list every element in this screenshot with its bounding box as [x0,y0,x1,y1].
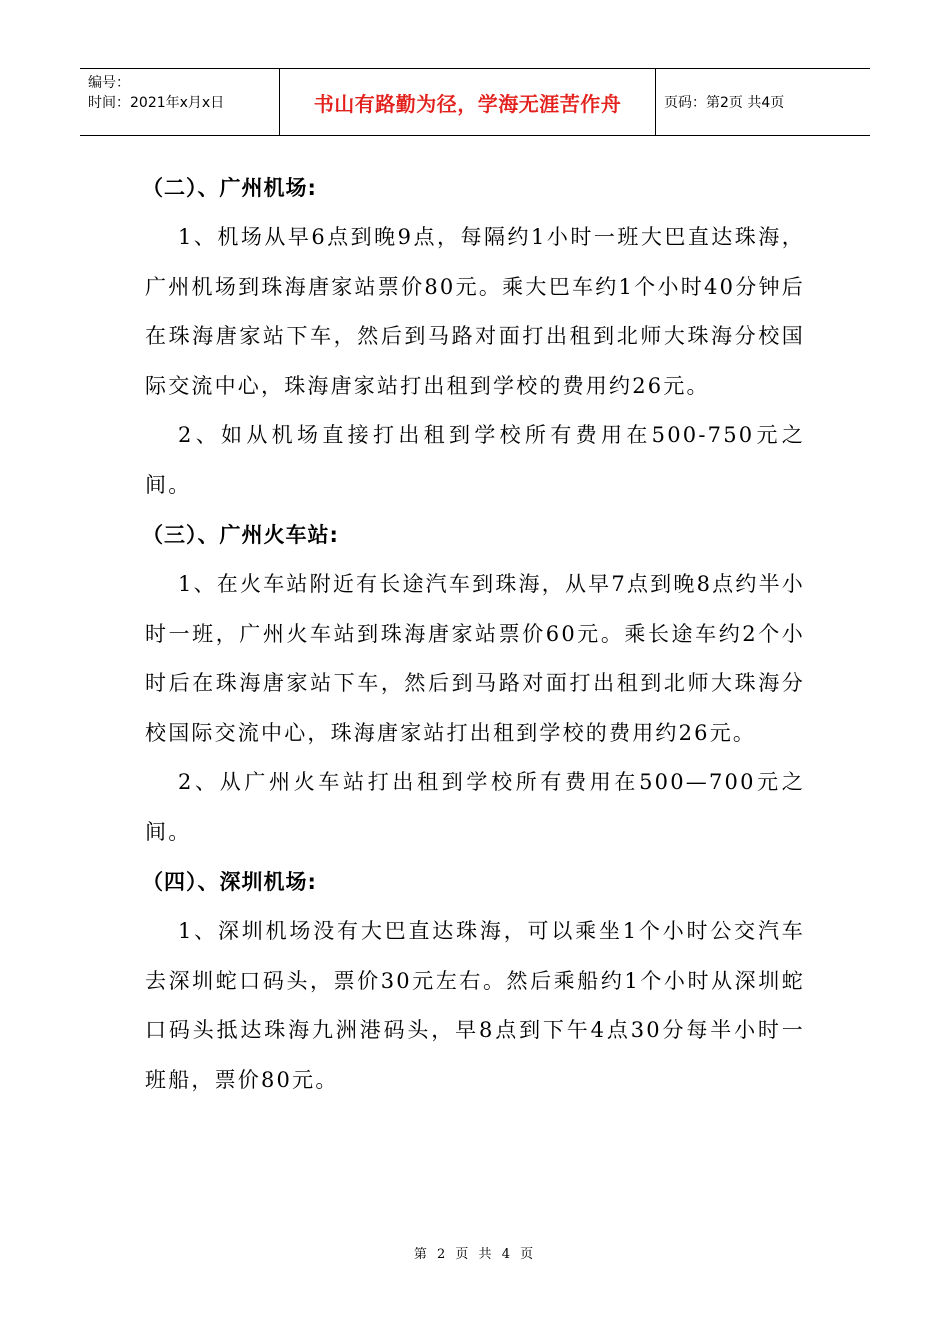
section-shenzhen-airport [142,857,805,1105]
header-meta [80,69,280,135]
section-guangzhou-railway-station [142,510,805,857]
document-body [142,163,805,1105]
paragraph: 2、如从机场直接打出租到学校所有费用在500-750元之间。 [145,423,805,497]
header-motto: 书山有路勤为径，学海无涯苦作舟 [280,69,656,135]
section-heading: （二）、广州机场: [142,176,317,200]
section-guangzhou-airport [142,163,805,510]
document-time-label: 时间：2021年x月x日 [88,95,225,111]
paragraph: 2、从广州火车站打出租到学校所有费用在500—700元之间。 [145,770,805,844]
paragraph: 1、机场从早6点到晚9点，每隔约1小时一班大巴直达珠海，广州机场到珠海唐家站票价80元。乘大巴车约1个小时40分钟后在珠海唐家站下车，然后到马路对面打出租到北师大珠海分校国际交流中心，珠海唐家站打出租到学校的费用约26元。 [145,225,805,398]
page-footer: 第 2 页 共 4 页 [413,1247,537,1262]
paragraph: 1、深圳机场没有大巴直达珠海，可以乘坐1个小时公交汽车去深圳蛇口码头，票价30元左右。然后乘船约1个小时从深圳蛇口码头抵达珠海九洲港码头，早8点到下午4点30分每半小时一班船，票价80元。 [145,919,805,1092]
section-heading: （三）、广州火车站: [142,523,339,547]
header-page-info: 页码：第2页 共4页 [664,95,785,111]
paragraph: 1、在火车站附近有长途汽车到珠海，从早7点到晚8点约半小时一班，广州火车站到珠海唐家站票价60元。乘长途车约2个小时后在珠海唐家站下车，然后到马路对面打出租到北师大珠海分校国际交流中心，珠海唐家站打出租到学校的费用约26元。 [145,572,805,745]
document-number-label: 编号： [88,75,130,91]
section-heading: （四）、深圳机场: [142,870,317,894]
page-header [80,68,870,136]
